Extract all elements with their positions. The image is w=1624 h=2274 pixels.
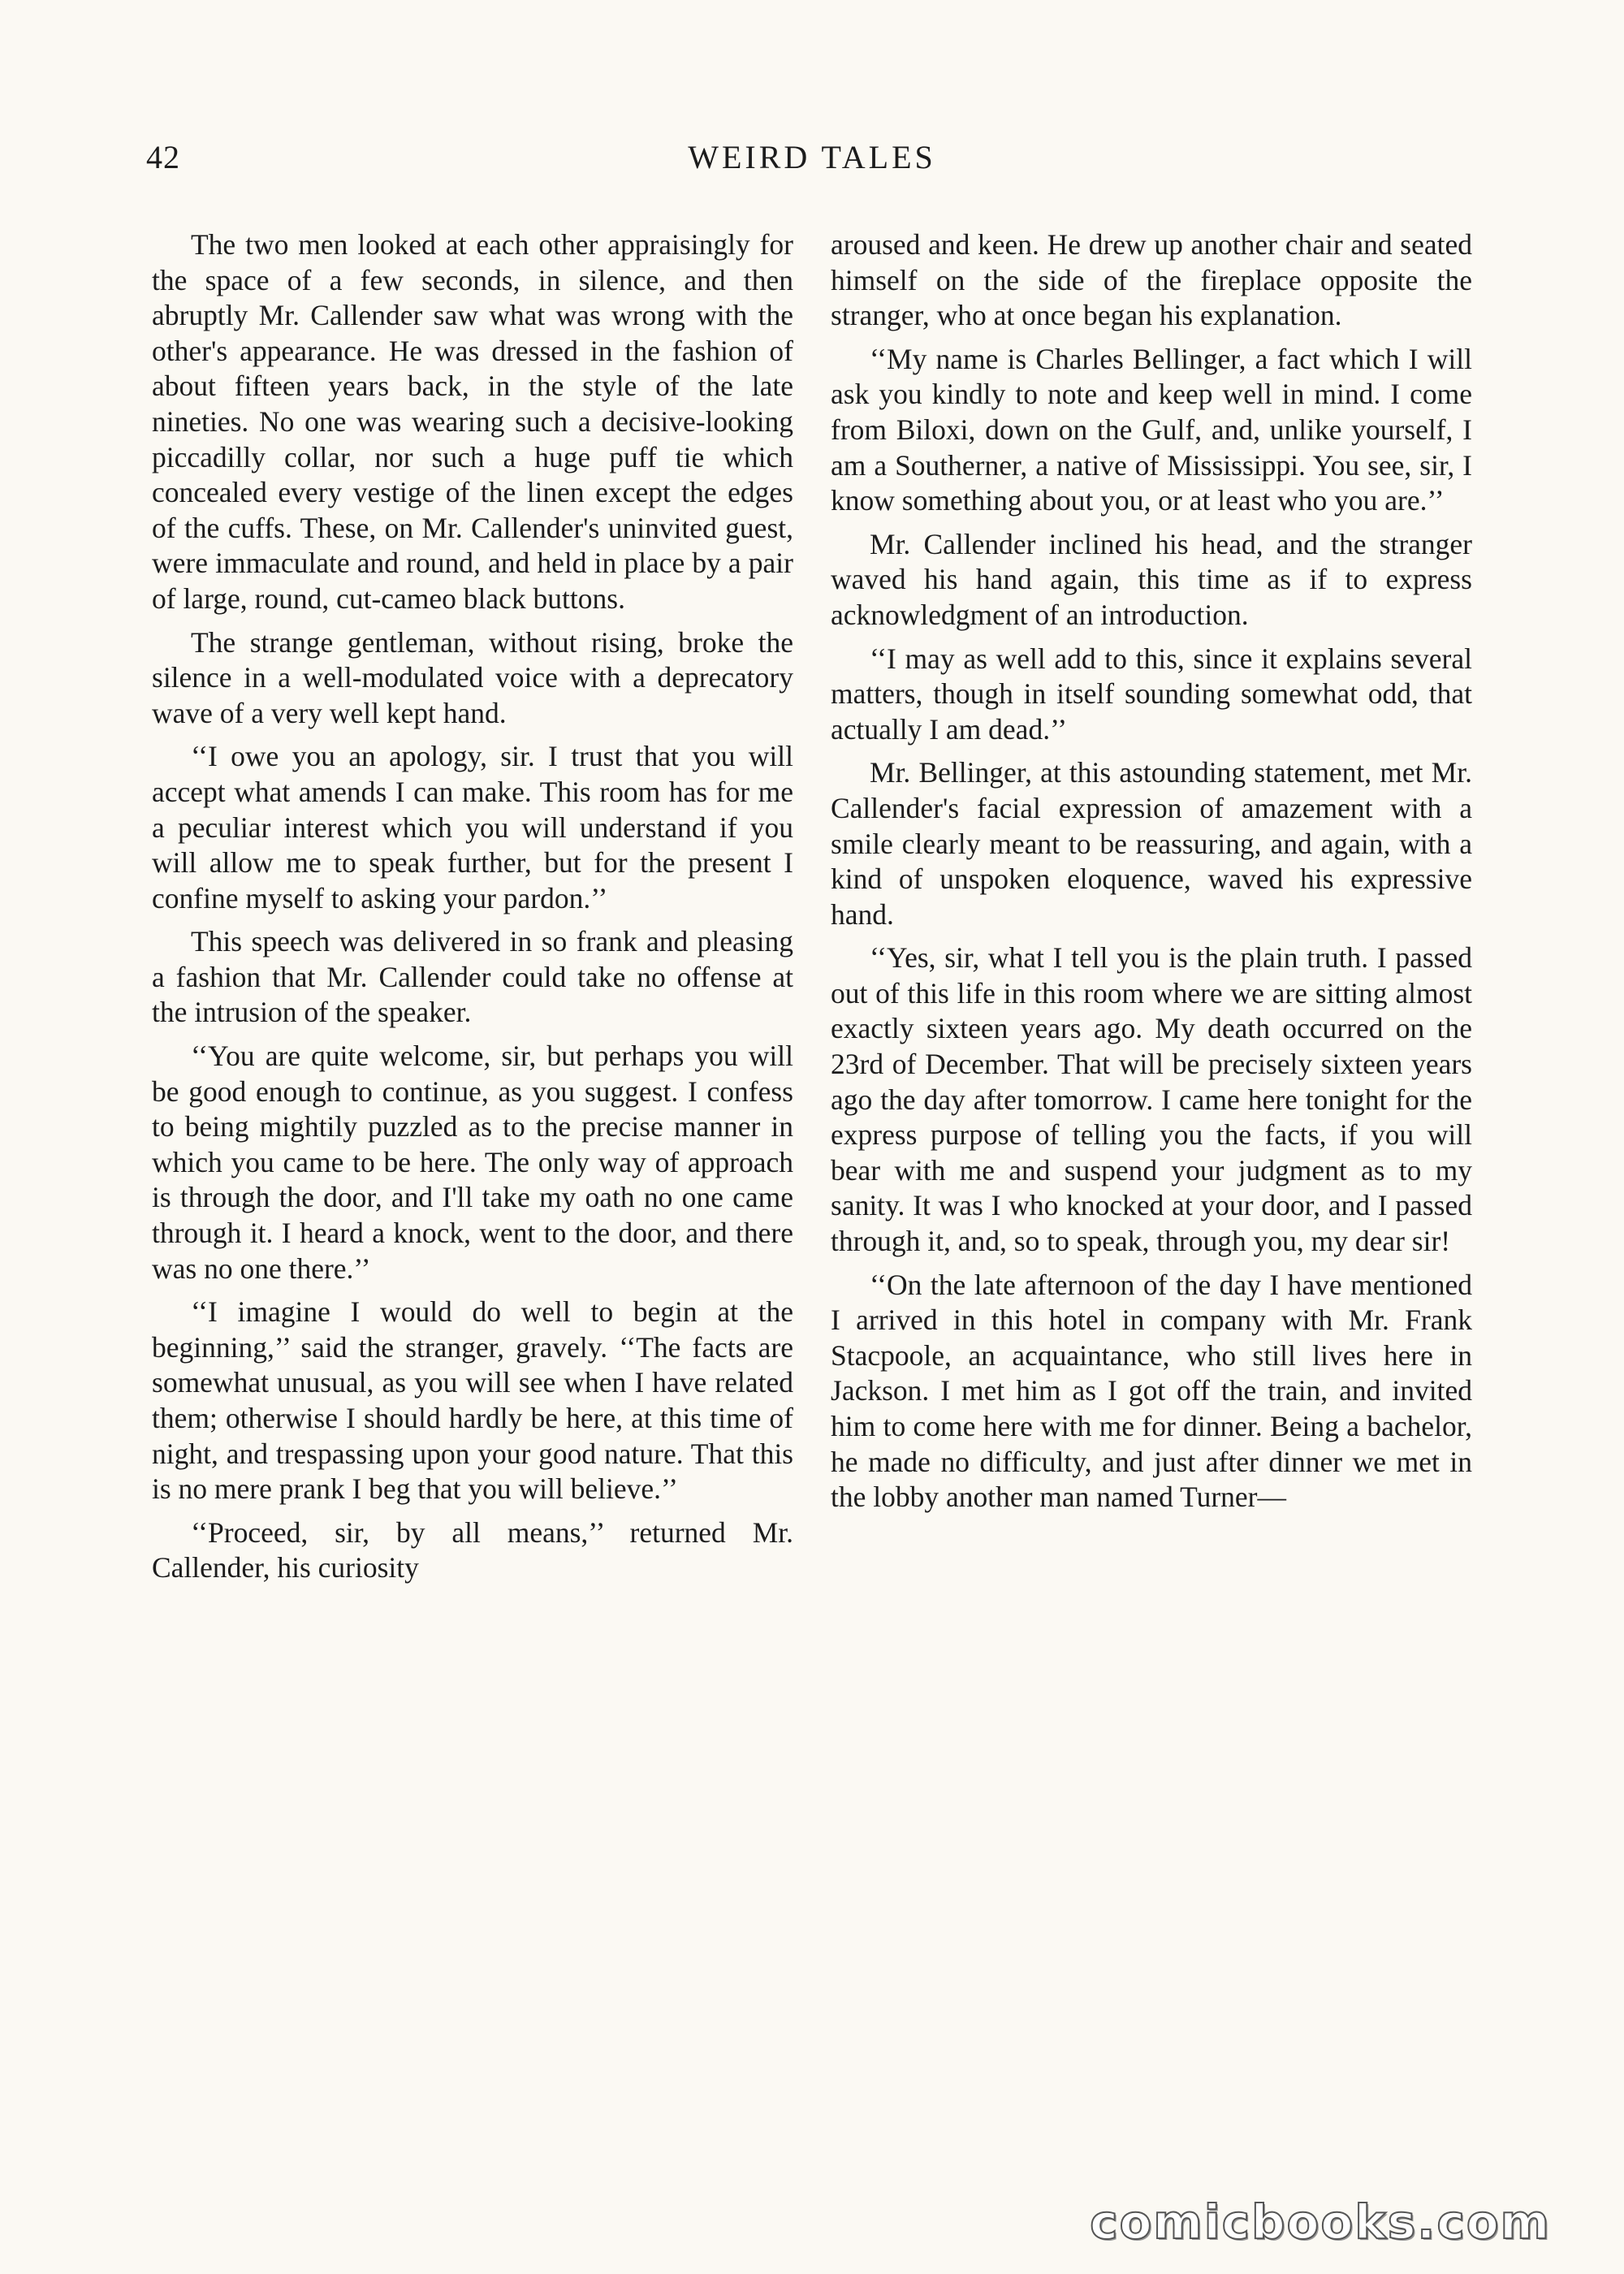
paragraph: ‘‘My name is Charles Bellinger, a fact which I will ask you kindly to note and keep well in mind. I come from Biloxi, down on the Gulf, and, unlike yourself, I am a Southerner, a native of Mississippi. You see, sir, I know something about you, or at least who you are.’’ — [831, 342, 1472, 517]
paragraph: ‘‘I owe you an apology, sir. I trust that you will accept what amends I can make. This room has for me a peculiar interest which you will understand if you will allow me to speak further, but for the present I confine myself to asking your pardon.’’ — [152, 740, 793, 914]
running-title: WEIRD TALES — [688, 139, 936, 175]
paragraph: ‘‘On the late afternoon of the day I have mentioned I arrived in this hotel in company with Mr. Frank Stacpoole, an acquaintance, who still lives here in Jackson. I met him as I got off the train, and invited him to come here with me for dinner. Being a bachelor, he made no difficulty, and just after dinner we met in the lobby another man named Turner— — [831, 1268, 1472, 1514]
paragraph: ‘‘Proceed, sir, by all means,’’ returned Mr. Callender, his curiosity — [152, 1515, 793, 1584]
paragraph: The strange gentleman, without rising, broke the silence in a well-modulated voice with a deprecatory wave of a very well kept hand. — [152, 625, 793, 729]
paragraph: The two men looked at each other appraisingly for the space of a few seconds, in silence, and then abruptly Mr. Callender saw what was wrong with the other's appearance. He was dressed in the fashion of about fifteen years back, in the style of the late nineties. No one was wearing such a decisive-looking piccadilly collar, nor such a huge puff tie which concealed every vestige of the linen except the edges of the cuffs. These, on Mr. Callender's uninvited guest, were immaculate and round, and held in place by a pair of large, round, cut-cameo black buttons. — [152, 228, 793, 615]
page-header — [146, 138, 1478, 187]
paragraph-continued: aroused and keen. He drew up another chair and seated himself on the side of the fireplace opposite the stranger, who at once began his explanation. — [831, 228, 1472, 332]
paragraph: ‘‘I imagine I would do well to begin at the beginning,’’ said the stranger, gravely. ‘‘The facts are somewhat unusual, as you will see when I have related them; otherwise I should hardly be here, at this time of night, and trespassing upon your good nature. That this is no mere prank I beg that you will believe.’’ — [152, 1295, 793, 1506]
paragraph: ‘‘Yes, sir, what I tell you is the plain truth. I passed out of this life in this room where we are sitting almost exactly sixteen years ago. My death occurred on the 23rd of December. That will be precisely sixteen years ago the day after tomorrow. I came here tonight for the express purpose of telling you the facts, if you will bear with me and suspend your judgment as to my sanity. It was I who knocked at your door, and I passed through it, and, so to speak, through you, my dear sir! — [831, 941, 1472, 1258]
paragraph: This speech was delivered in so frank and pleasing a fashion that Mr. Callender could take no offense at the intrusion of the speaker. — [152, 925, 793, 1029]
paragraph: Mr. Callender inclined his head, and the stranger waved his hand again, this time as if to express acknowledgment of an introduction. — [831, 527, 1472, 631]
watermark-logo: comicbooks.com — [1090, 2194, 1551, 2250]
paragraph: Mr. Bellinger, at this astounding statement, met Mr. Callender's facial expression of amazement with a smile clearly meant to be reassuring, and again, with a kind of unspoken eloquence, waved his expressive hand. — [831, 756, 1472, 931]
paragraph: ‘‘You are quite welcome, sir, but perhaps you will be good enough to continue, as you suggest. I confess to being mightily puzzled as to the precise manner in which you came to be here. The only way of approach is through the door, and I'll take my oath no one came through it. I heard a knock, went to the door, and there was no one there.’’ — [152, 1040, 793, 1285]
paragraph: ‘‘I may as well add to this, since it explains several matters, though in itself sounding somewhat odd, that actually I am dead.’’ — [831, 642, 1472, 746]
left-column — [152, 227, 793, 1594]
right-column — [831, 227, 1472, 1524]
page-number: 42 — [146, 139, 180, 175]
